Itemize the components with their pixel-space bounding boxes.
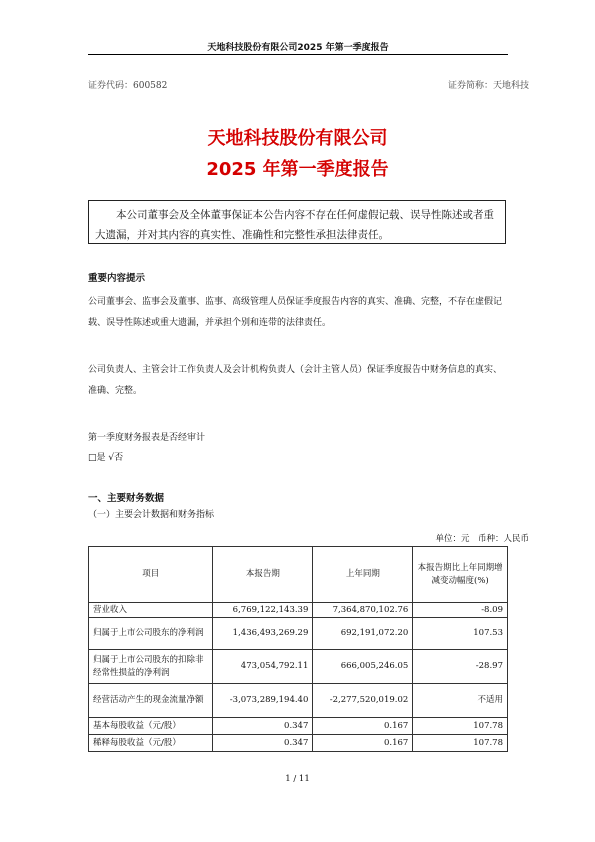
cell-current: 0.347	[213, 718, 313, 735]
header-rule	[88, 54, 508, 55]
header-change: 本报告期比上年同期增减变动幅度(%)	[413, 547, 508, 603]
header-item: 项目	[89, 547, 213, 603]
company-title: 天地科技股份有限公司	[207, 128, 388, 149]
cell-current: -3,073,289,194.40	[213, 684, 313, 718]
section-1-subheading: （一）主要会计数据和财务指标	[88, 510, 215, 520]
cell-prior: 7,364,870,102.76	[313, 603, 413, 618]
section-1-heading: 一、主要财务数据	[88, 493, 165, 504]
table-row	[89, 650, 508, 684]
cell-change: -8.09	[413, 603, 508, 618]
row-label: 基本每股收益（元/股）	[89, 718, 213, 735]
financial-table	[88, 546, 508, 752]
cell-change: 不适用	[413, 684, 508, 718]
cell-change: 107.78	[413, 718, 508, 735]
cell-prior: 692,191,072.20	[313, 618, 413, 650]
audit-question: 第一季度财务报表是否经审计	[88, 433, 206, 443]
cell-prior: -2,277,520,019.02	[313, 684, 413, 718]
important-para-1: 公司董事会、监事会及董事、监事、高级管理人员保证季度报告内容的真实、准确、完整，不存在虚假记载、误导性陈述或重大遗漏，并承担个别和连带的法律责任。	[88, 297, 503, 328]
row-label: 归属于上市公司股东的净利润	[89, 618, 213, 650]
row-label: 经营活动产生的现金流量净额	[89, 684, 213, 718]
table-row	[89, 618, 508, 650]
row-label: 归属于上市公司股东的扣除非经常性损益的净利润	[89, 650, 213, 684]
cell-change: 107.78	[413, 735, 508, 752]
row-label: 稀释每股收益（元/股）	[89, 735, 213, 752]
table-row	[89, 684, 508, 718]
important-heading: 重要内容提示	[88, 273, 146, 284]
cell-current: 1,436,493,269.29	[213, 618, 313, 650]
board-notice-box: 本公司董事会及全体董事保证本公告内容不存在任何虚假记载、误导性陈述或者重大遗漏，并对其内容的真实性、准确性和完整性承担法律责任。	[88, 200, 506, 244]
cell-prior: 0.167	[313, 718, 413, 735]
table-row	[89, 603, 508, 618]
cell-current: 6,769,122,143.39	[213, 603, 313, 618]
cell-prior: 0.167	[313, 735, 413, 752]
audit-answer: □是 √否	[88, 453, 124, 463]
report-title: 2025 年第一季度报告	[206, 159, 389, 180]
cell-current: 473,054,792.11	[213, 650, 313, 684]
cell-change: 107.53	[413, 618, 508, 650]
page-number: 1 / 11	[285, 774, 310, 784]
cell-prior: 666,005,246.05	[313, 650, 413, 684]
running-header: 天地科技股份有限公司2025 年第一季度报告	[207, 43, 389, 53]
security-short-name: 证券简称：天地科技	[447, 81, 529, 91]
header-current: 本报告期	[213, 547, 313, 603]
table-row	[89, 735, 508, 752]
table-row	[89, 718, 508, 735]
units-note: 单位：元 币种：人民币	[435, 534, 529, 544]
important-para-2: 公司负责人、主管会计工作负责人及会计机构负责人（会计主管人员）保证季度报告中财务信息的真实、准确、完整。	[88, 365, 503, 396]
cell-change: -28.97	[413, 650, 508, 684]
cell-current: 0.347	[213, 735, 313, 752]
table-header-row	[89, 547, 508, 603]
security-code: 证券代码：600582	[88, 81, 168, 91]
header-prior: 上年同期	[313, 547, 413, 603]
row-label: 营业收入	[89, 603, 213, 618]
